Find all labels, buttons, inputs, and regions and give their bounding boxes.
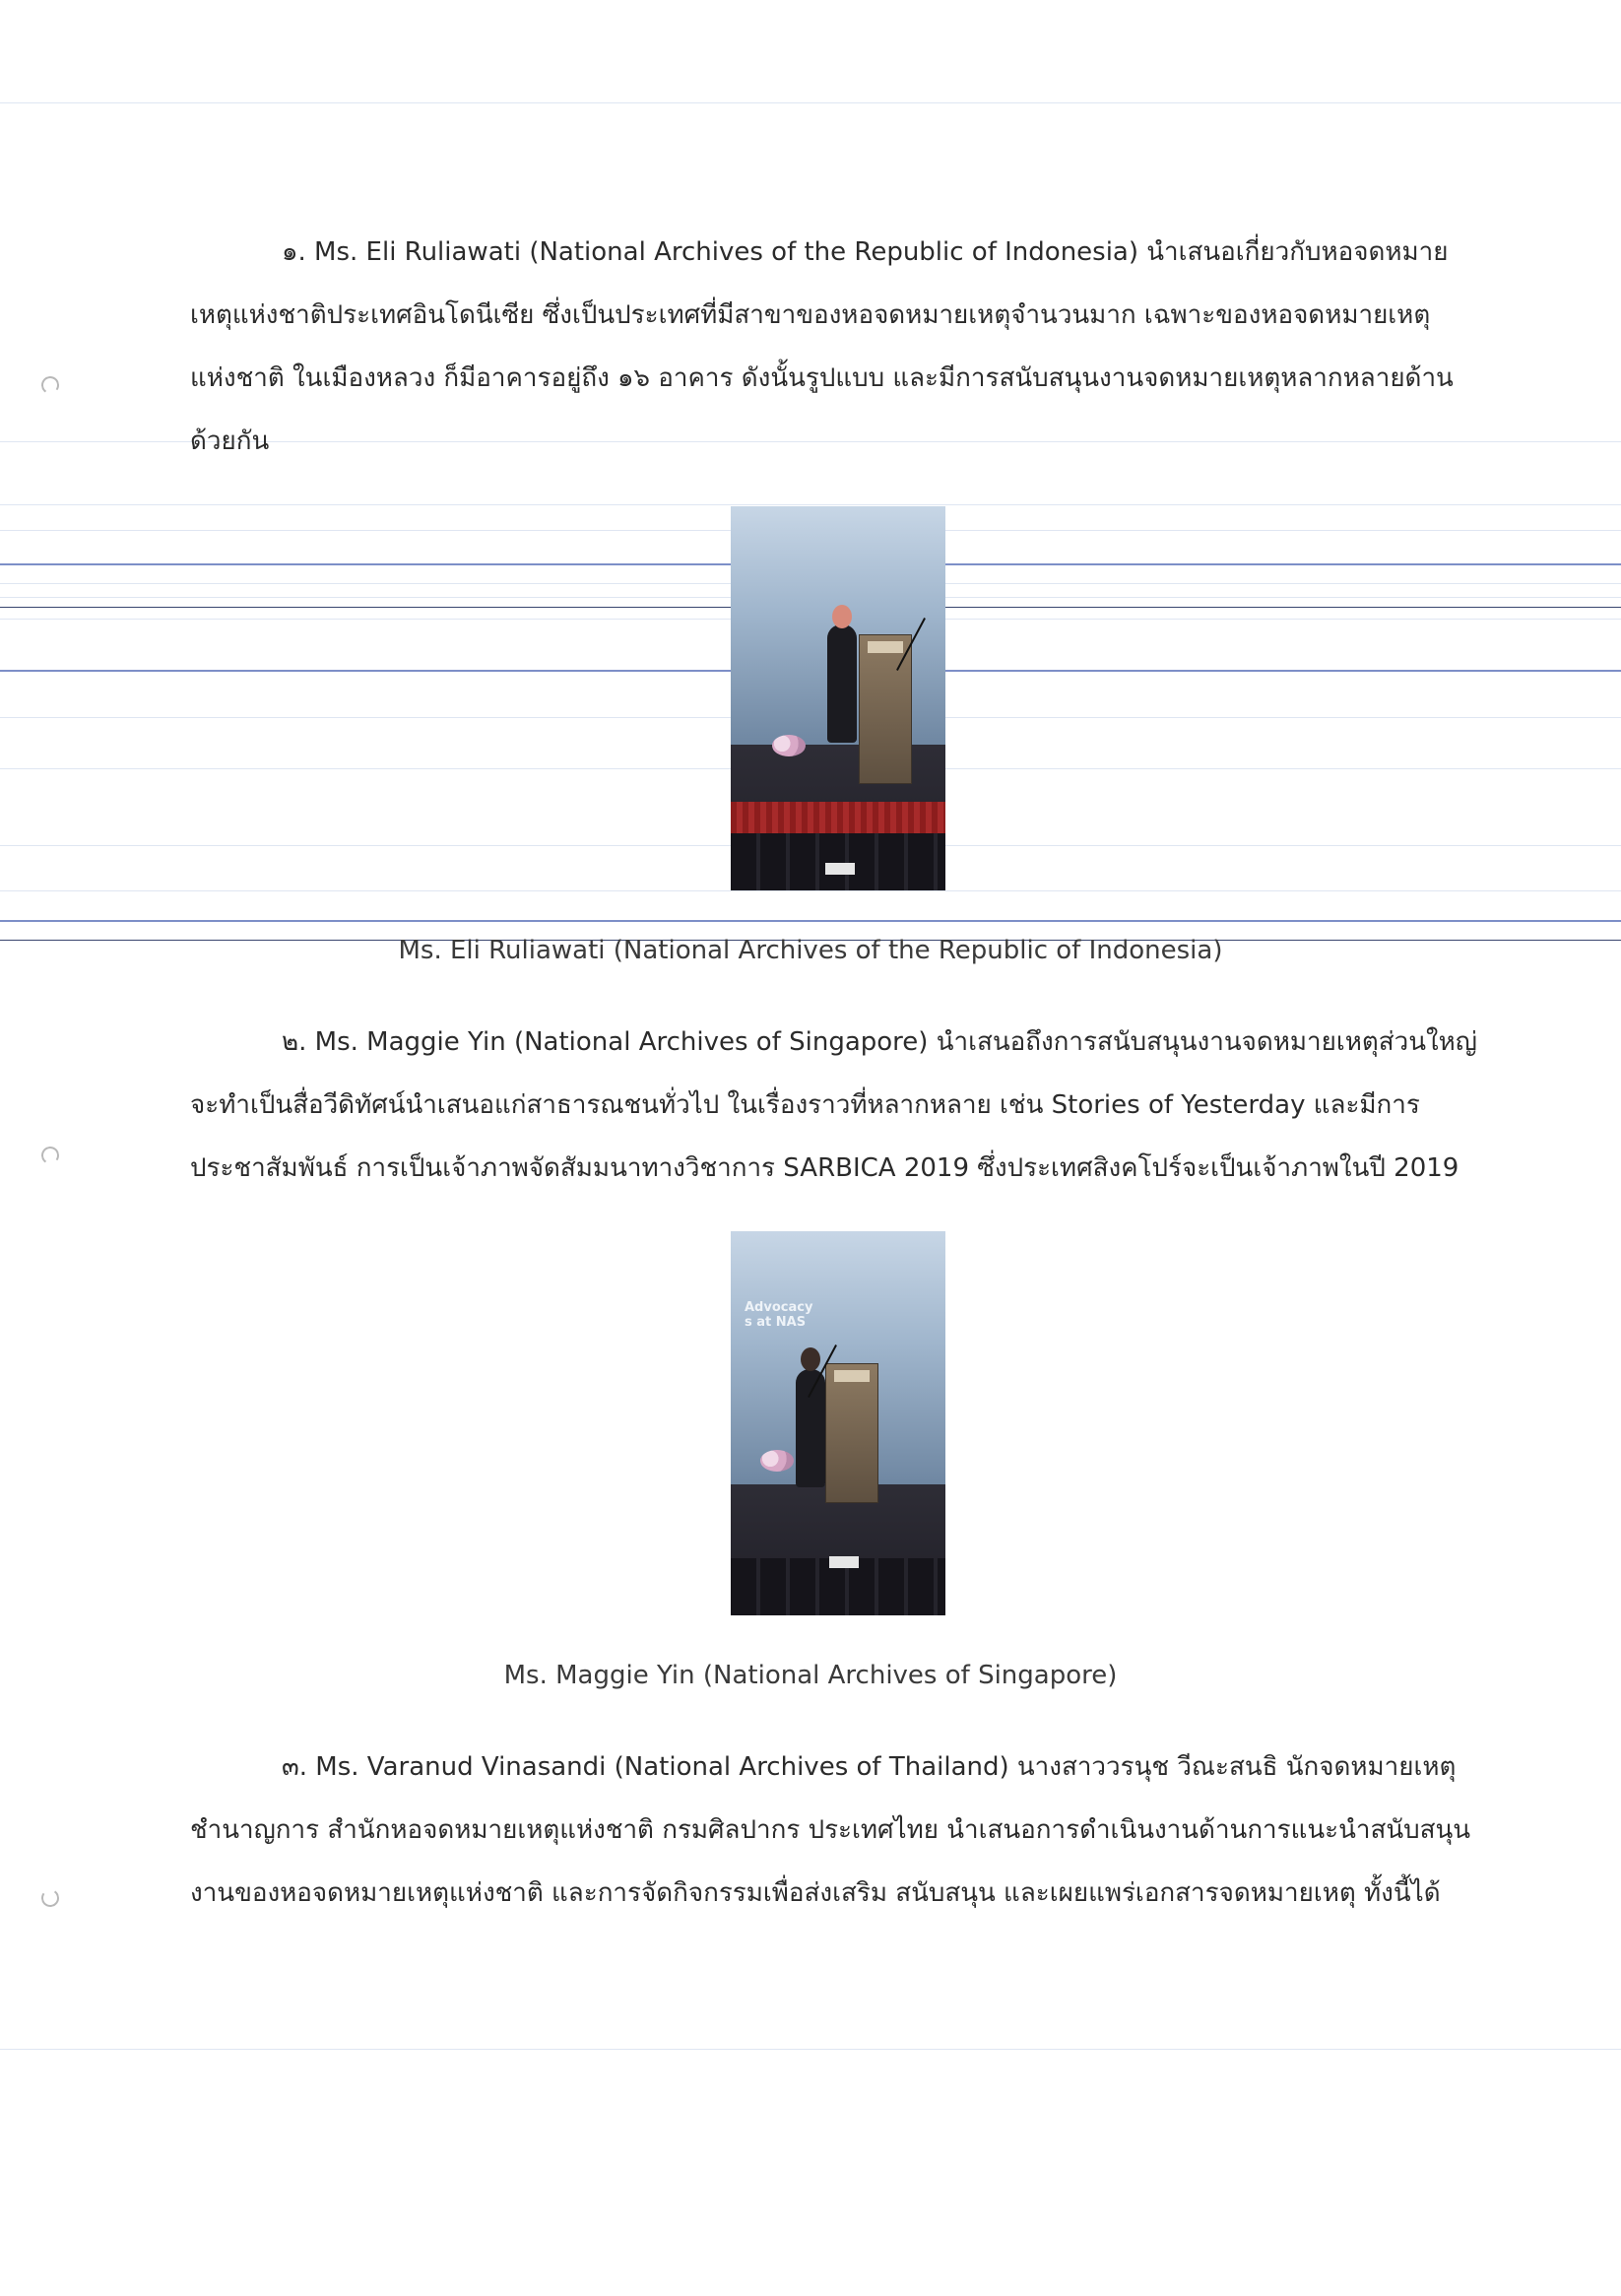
paragraph-1 [190,221,1472,473]
paragraph-line: แห่งชาติ ในเมืองหลวง ก็มีอาคารอยู่ถึง ๑๖ อาคาร ดังนั้นรูปแบบ และมีการสนับสนุนงานจดหมายเหตุหลากหลายด้าน [190,363,1454,393]
paragraph-line: ชำนาญการ สำนักหอจดหมายเหตุแห่งชาติ กรมศิลปากร ประเทศไทย นำเสนอการดำเนินงานด้านการแนะนำสนับสนุน [190,1815,1471,1845]
paragraph-2 [190,1011,1477,1200]
paragraph-line: ๑. Ms. Eli Ruliawati (National Archives of the Republic of Indonesia) นำเสนอเกี่ยวกับหอจดหมาย [282,237,1449,267]
scan-line [0,504,1621,505]
photo-chairs [731,833,945,890]
paragraph-line: เหตุแห่งชาติประเทศอินโดนีเซีย ซึ่งเป็นประเทศที่มีสาขาของหอจดหมายเหตุจำนวนมาก เฉพาะของหอจดหมายเหตุ [190,300,1431,330]
photo-speaker-head [801,1347,820,1371]
paragraph-line: ประชาสัมพันธ์ การเป็นเจ้าภาพจัดสัมมนาทางวิชาการ SARBICA 2019 ซึ่งประเทศสิงคโปร์จะเป็นเจ้าภาพในปี 2019 [190,1153,1459,1183]
paragraph-line: จะทำเป็นสื่อวีดิทัศน์นำเสนอแก่สาธารณชนทั่วไป ในเรื่องราวที่หลากหลาย เช่น Stories of Yesterday และมีการ [190,1090,1420,1120]
paragraph-line: ด้วยกัน [190,426,270,456]
figure-caption-1: Ms. Eli Ruliawati (National Archives of the Republic of Indonesia) [398,936,1223,965]
scan-line [0,890,1621,891]
photo-podium [825,1363,878,1503]
photo-speaker-indonesia [731,506,945,890]
podium-logo [834,1370,870,1382]
punch-hole-mark [40,375,61,396]
podium-logo [868,641,903,653]
photo-banner-text: Advocacy s at NAS [745,1300,813,1330]
paragraph-3 [190,1736,1472,1925]
photo-flowers [760,1450,794,1472]
photo-speaker-head [832,605,852,628]
photo-speaker-singapore [731,1231,945,1615]
scan-line [0,920,1621,922]
scan-line [0,2049,1621,2050]
photo-flowers [772,735,806,756]
photo-stage-skirt [731,802,945,835]
photo-speaker-figure [827,624,857,743]
punch-hole-mark [40,1888,61,1909]
punch-hole-mark [40,1146,61,1166]
paragraph-line: ๒. Ms. Maggie Yin (National Archives of Singapore) นำเสนอถึงการสนับสนุนงานจดหมายเหตุส่วนใหญ่ [282,1027,1477,1057]
scan-line [0,102,1621,103]
figure-caption-2: Ms. Maggie Yin (National Archives of Singapore) [503,1661,1118,1690]
photo-nameplate [825,863,855,875]
paragraph-line: ๓. Ms. Varanud Vinasandi (National Archives of Thailand) นางสาววรนุช วีณะสนธิ นักจดหมายเหตุ [282,1752,1457,1782]
paragraph-line: งานของหอจดหมายเหตุแห่งชาติ และการจัดกิจกรรมเพื่อส่งเสริม สนับสนุน และเผยแพร่เอกสารจดหมายเหตุ ทั้งนี้ได้ [190,1878,1441,1908]
photo-speaker-figure [796,1369,825,1487]
photo-nameplate [829,1556,859,1568]
